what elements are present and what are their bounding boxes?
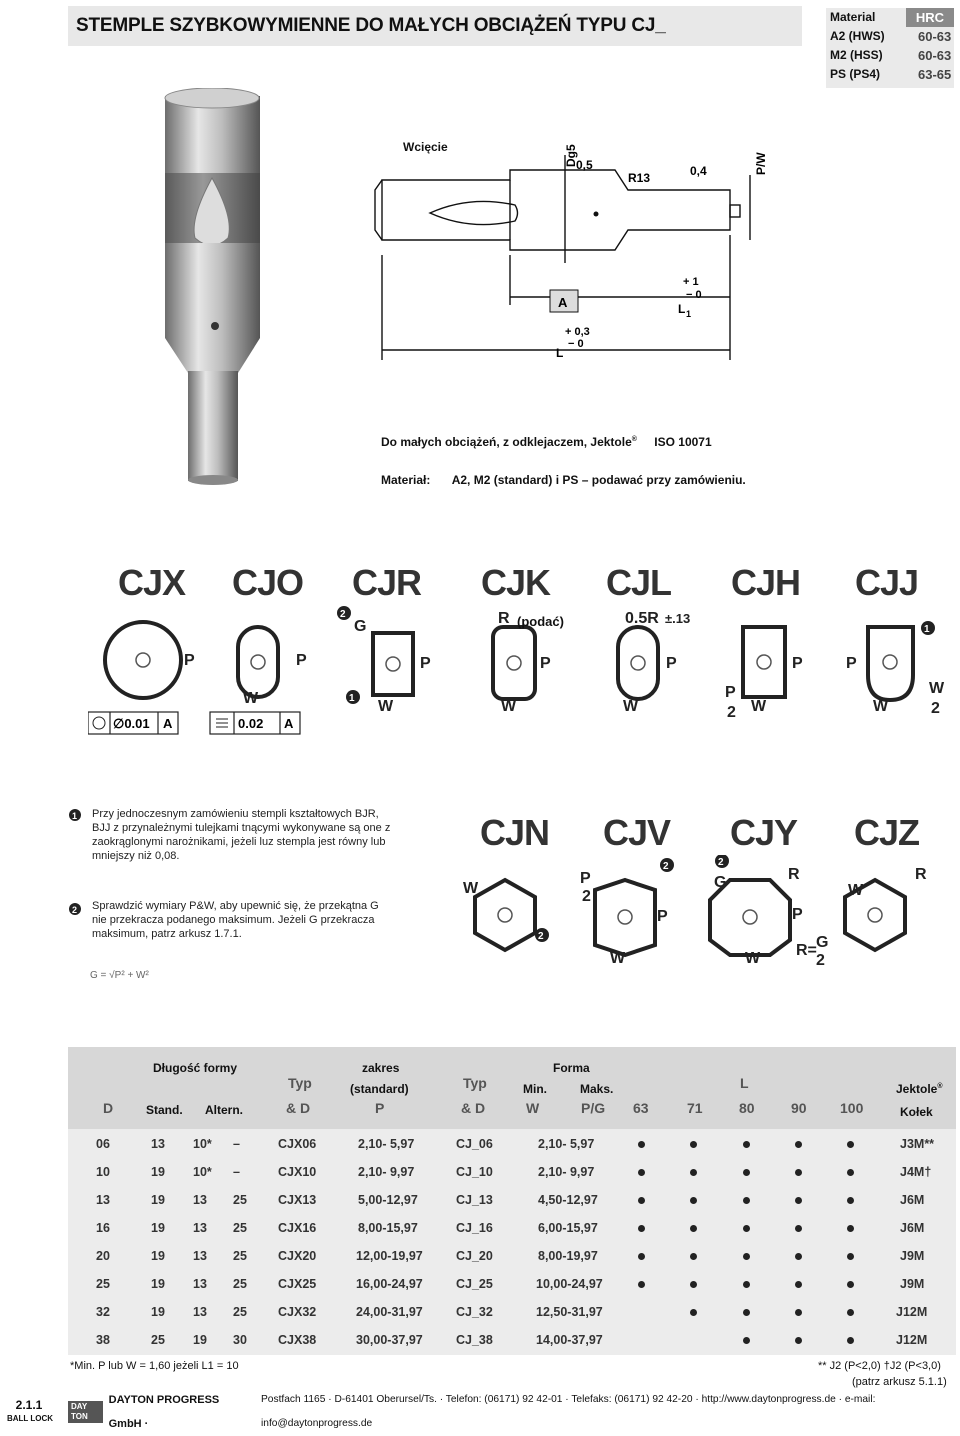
material-value: A2, M2 (standard) i PS – podawać przy zamówieniu. bbox=[451, 473, 746, 487]
header-maks: Maks. bbox=[580, 1082, 614, 1096]
availability-dot bbox=[847, 1197, 854, 1204]
cell-p: 2,10- 9,97 bbox=[358, 1165, 415, 1179]
header-zakres: zakres bbox=[362, 1061, 400, 1075]
availability-dot bbox=[743, 1309, 750, 1316]
hrc-material: PS (PS4) bbox=[830, 67, 881, 81]
cell-kolek: J9M bbox=[900, 1249, 925, 1263]
cell-w: 8,00-19,97 bbox=[538, 1249, 598, 1263]
availability-dot bbox=[743, 1337, 750, 1344]
cell-typ: CJX32 bbox=[278, 1305, 317, 1319]
cell-d: 06 bbox=[96, 1137, 110, 1151]
footer bbox=[68, 1394, 956, 1430]
availability-dot bbox=[795, 1309, 802, 1316]
dim-p-half-denominator: 2 bbox=[582, 888, 591, 905]
cell-typ-2: CJ_16 bbox=[456, 1221, 493, 1235]
header-typ: Typ bbox=[288, 1075, 312, 1091]
shape-title: CJJ bbox=[855, 562, 919, 603]
cell-p: 8,00-15,97 bbox=[358, 1221, 418, 1235]
dim-g: G bbox=[714, 874, 727, 891]
table-header bbox=[68, 1047, 956, 1129]
cell-p: 5,00-12,97 bbox=[358, 1193, 418, 1207]
cell-w: 14,00-37,97 bbox=[536, 1333, 603, 1347]
cell-altern-2: – bbox=[233, 1165, 240, 1179]
header-typ-d-2: & D bbox=[461, 1100, 486, 1116]
shape-title: CJH bbox=[731, 562, 801, 603]
shape-title: CJV bbox=[603, 812, 671, 853]
table-row bbox=[68, 1271, 956, 1297]
cell-typ: CJX38 bbox=[278, 1333, 317, 1347]
cell-w: 6,00-15,97 bbox=[538, 1221, 598, 1235]
dim-p-half: P bbox=[725, 684, 736, 701]
availability-dot bbox=[795, 1225, 802, 1232]
cell-stand: 19 bbox=[151, 1221, 165, 1235]
company-name: DAYTON PROGRESS GmbH · bbox=[108, 1394, 220, 1430]
shape-title: CJR bbox=[352, 562, 422, 603]
cell-stand: 19 bbox=[151, 1249, 165, 1263]
cell-stand: 19 bbox=[151, 1277, 165, 1291]
dim-w: W bbox=[751, 698, 767, 715]
dim-g: G bbox=[354, 618, 367, 635]
availability-dot bbox=[690, 1309, 697, 1316]
l-label: L bbox=[556, 346, 564, 360]
dim-w: W bbox=[378, 698, 394, 715]
cell-kolek: J3M** bbox=[900, 1137, 935, 1151]
wciecie-label: Wcięcie bbox=[403, 140, 448, 154]
page-number: 2.1.1 bbox=[15, 1398, 43, 1412]
dim-w: W bbox=[463, 880, 479, 897]
availability-dot bbox=[847, 1309, 854, 1316]
cell-typ: CJX13 bbox=[278, 1193, 317, 1207]
header-kolek: Kołek bbox=[900, 1105, 933, 1119]
cell-altern-2: – bbox=[233, 1137, 240, 1151]
company-logo bbox=[68, 1401, 103, 1423]
datum-a: A bbox=[284, 716, 294, 731]
header-l-63: 63 bbox=[633, 1100, 649, 1116]
cell-altern-2: 25 bbox=[233, 1305, 247, 1319]
cell-p: 12,00-19,97 bbox=[356, 1249, 423, 1263]
section-label: BALL LOCK bbox=[6, 1414, 54, 1423]
shape-title: CJK bbox=[481, 562, 551, 603]
cell-kolek: J6M bbox=[900, 1221, 925, 1235]
table-row bbox=[68, 1299, 956, 1325]
tolerance-l1-minus: − 0 bbox=[686, 289, 702, 301]
tolerance-l-minus: − 0 bbox=[568, 338, 584, 350]
cell-stand: 19 bbox=[151, 1193, 165, 1207]
availability-dot bbox=[795, 1281, 802, 1288]
cell-typ: CJX20 bbox=[278, 1249, 317, 1263]
availability-dot bbox=[795, 1253, 802, 1260]
hrc-value: 60-63 bbox=[918, 29, 952, 44]
availability-dot bbox=[638, 1169, 645, 1176]
dim-p-half: P bbox=[580, 870, 591, 887]
availability-dot bbox=[690, 1281, 697, 1288]
hrc-material: A2 (HWS) bbox=[830, 29, 885, 43]
header-w: W bbox=[526, 1100, 540, 1116]
header-typ-d: & D bbox=[286, 1100, 311, 1116]
cell-altern: 13 bbox=[193, 1221, 207, 1235]
dim-w: W bbox=[848, 882, 864, 899]
tolerance-concentricity: ∅0.01 bbox=[113, 716, 150, 731]
dim-r: R bbox=[915, 866, 927, 883]
cell-typ: CJX10 bbox=[278, 1165, 317, 1179]
marker-2: 2 bbox=[538, 931, 544, 942]
dim-r: R bbox=[788, 866, 800, 883]
tolerance-13: ±.13 bbox=[665, 611, 691, 626]
cell-altern-2: 30 bbox=[233, 1333, 247, 1347]
cell-stand: 19 bbox=[151, 1305, 165, 1319]
note-2: Sprawdzić wymiary P&W, aby upewnić się, że przekątna G nie przekracza podanego maksimum. Jeżeli G przekracza maksimum, patrz arkusz 1.7.1. bbox=[92, 900, 379, 940]
availability-dot bbox=[847, 1225, 854, 1232]
availability-dot bbox=[847, 1337, 854, 1344]
cell-kolek: J4M† bbox=[900, 1165, 932, 1179]
dim-w: W bbox=[745, 950, 761, 967]
header-forma: Forma bbox=[553, 1061, 590, 1075]
punch-illustration bbox=[150, 88, 280, 488]
availability-dot bbox=[743, 1169, 750, 1176]
availability-dot bbox=[690, 1141, 697, 1148]
cell-altern: 13 bbox=[193, 1305, 207, 1319]
hrc-value: 63-65 bbox=[918, 67, 952, 82]
shape-title: CJY bbox=[730, 812, 798, 853]
cell-p: 16,00-24,97 bbox=[356, 1277, 423, 1291]
availability-dot bbox=[638, 1281, 645, 1288]
registered-mark: ® bbox=[631, 436, 637, 443]
tolerance-l1-plus: + 1 bbox=[683, 276, 699, 288]
iso-label: ISO 10071 bbox=[654, 435, 712, 449]
cell-d: 10 bbox=[96, 1165, 110, 1179]
intro-text: Do małych obciążeń, z odklejaczem, Jektole bbox=[381, 435, 632, 449]
dim-w-half: W bbox=[929, 680, 945, 697]
registered-mark: ® bbox=[937, 1083, 943, 1090]
marker-2: 2 bbox=[718, 857, 724, 868]
note-1-marker bbox=[68, 808, 82, 822]
shape-title: CJX bbox=[118, 562, 186, 603]
cell-d: 16 bbox=[96, 1221, 110, 1235]
cell-typ-2: CJ_20 bbox=[456, 1249, 493, 1263]
logo-day: DAY bbox=[71, 1402, 88, 1411]
availability-dot bbox=[847, 1141, 854, 1148]
dim-p: P bbox=[296, 652, 307, 669]
table-row bbox=[68, 1243, 956, 1269]
availability-dot bbox=[638, 1225, 645, 1232]
dim-w: W bbox=[610, 950, 626, 967]
cell-w: 10,00-24,97 bbox=[536, 1277, 603, 1291]
logo-ton: TON bbox=[71, 1412, 88, 1421]
header-d: D bbox=[103, 1100, 114, 1116]
dim-w: W bbox=[243, 690, 259, 707]
availability-dot bbox=[847, 1253, 854, 1260]
header-l-80: 80 bbox=[739, 1100, 755, 1116]
shape-title: CJO bbox=[232, 562, 304, 603]
shape-title: CJN bbox=[480, 812, 550, 853]
dim-p-half-denominator: 2 bbox=[727, 704, 736, 721]
footnote-left: *Min. P lub W = 1,60 jeżeli L1 = 10 bbox=[70, 1360, 239, 1372]
availability-dot bbox=[795, 1169, 802, 1176]
dim-p: P bbox=[792, 906, 803, 923]
radius-r13-label: R13 bbox=[628, 171, 651, 185]
dim-r-g-numerator: G bbox=[816, 934, 829, 951]
l1-label: L bbox=[678, 302, 686, 316]
cell-altern: 10* bbox=[193, 1137, 212, 1151]
hrc-table bbox=[826, 8, 954, 88]
note-1: Przy jednoczesnym zamówieniu stempli kształtowych BJR, BJJ z przynależnymi tulejkami tnącymi wykonywane są one z zaokrąglonymi narożnikami, jeżeli luz stempla jest równy lub mniejszy niż 0,08. bbox=[92, 808, 391, 862]
header-l-100: 100 bbox=[840, 1100, 864, 1116]
availability-dot bbox=[638, 1141, 645, 1148]
page-title: STEMPLE SZYBKOWYMIENNE DO MAŁYCH OBCIĄŻEŃ TYPU CJ_ bbox=[68, 6, 802, 46]
availability-dot bbox=[795, 1197, 802, 1204]
company-address: Postfach 1165 · D-61401 Oberursel/Ts. · Telefon: (06171) 92 42-01 · Telefaks: (06171) 92 42-20 · http://www.daytonprogress.de · e-mail: info@daytonprogress.de bbox=[261, 1394, 876, 1429]
availability-dot bbox=[690, 1169, 697, 1176]
cell-typ-2: CJ_25 bbox=[456, 1277, 493, 1291]
dim-half-r: 0.5R bbox=[625, 610, 659, 627]
availability-dot bbox=[743, 1281, 750, 1288]
hrc-material-header: Material bbox=[830, 10, 876, 24]
marker-2: 2 bbox=[340, 609, 346, 620]
marker-2: 2 bbox=[663, 861, 669, 872]
datum-a: A bbox=[163, 716, 173, 731]
diagonal-formula: G = √P² + W² bbox=[90, 970, 149, 981]
cell-kolek: J12M bbox=[896, 1333, 928, 1347]
availability-dot bbox=[795, 1141, 802, 1148]
availability-dot bbox=[690, 1225, 697, 1232]
hrc-header: HRC bbox=[906, 8, 954, 27]
cell-altern: 19 bbox=[193, 1333, 207, 1347]
dim-r: R bbox=[498, 610, 510, 627]
cell-p: 30,00-37,97 bbox=[356, 1333, 423, 1347]
dg5-label: Dg5 bbox=[564, 144, 578, 167]
cell-altern-2: 25 bbox=[233, 1221, 247, 1235]
dim-w: W bbox=[623, 698, 639, 715]
header-altern: Altern. bbox=[205, 1103, 244, 1117]
pw-label: P/W bbox=[754, 152, 768, 175]
cell-stand: 13 bbox=[151, 1137, 165, 1151]
table-row bbox=[68, 1159, 956, 1185]
cell-altern: 10* bbox=[193, 1165, 212, 1179]
cell-altern: 13 bbox=[193, 1277, 207, 1291]
dim-p: P bbox=[657, 908, 668, 925]
dim-r-equals: R= bbox=[796, 942, 817, 959]
availability-dot bbox=[743, 1225, 750, 1232]
header-dlugosc: Długość formy bbox=[153, 1061, 238, 1075]
availability-dot bbox=[795, 1337, 802, 1344]
cell-altern-2: 25 bbox=[233, 1193, 247, 1207]
shape-title: CJZ bbox=[854, 812, 920, 853]
header-jektole: Jektole bbox=[896, 1082, 938, 1096]
dim-w: W bbox=[501, 698, 517, 715]
dim-w: W bbox=[873, 698, 889, 715]
cell-w: 12,50-31,97 bbox=[536, 1305, 603, 1319]
cell-typ-2: CJ_06 bbox=[456, 1137, 493, 1151]
cell-altern-2: 25 bbox=[233, 1277, 247, 1291]
availability-dot bbox=[638, 1197, 645, 1204]
cell-kolek: J9M bbox=[900, 1277, 925, 1291]
cell-typ: CJX25 bbox=[278, 1277, 317, 1291]
cell-typ-2: CJ_13 bbox=[456, 1193, 493, 1207]
dim-p: P bbox=[666, 655, 677, 672]
tolerance-l-plus: + 0,3 bbox=[565, 326, 590, 338]
hrc-value: 60-63 bbox=[918, 48, 952, 63]
dim-p: P bbox=[540, 655, 551, 672]
header-stand: Stand. bbox=[146, 1103, 183, 1117]
podac-label: (podać) bbox=[517, 614, 564, 629]
technical-drawing bbox=[370, 135, 790, 375]
header-pg: P/G bbox=[581, 1100, 606, 1116]
cell-w: 4,50-12,97 bbox=[538, 1193, 598, 1207]
footnote-right: ** J2 (P<2,0) †J2 (P<3,0) bbox=[818, 1360, 941, 1372]
availability-dot bbox=[690, 1253, 697, 1260]
cell-stand: 25 bbox=[151, 1333, 165, 1347]
dim-r-g-denominator: 2 bbox=[816, 952, 825, 969]
table-row bbox=[68, 1215, 956, 1241]
header-typ-2: Typ bbox=[463, 1075, 487, 1091]
note-2-marker bbox=[68, 902, 82, 916]
note-2-number: 2 bbox=[72, 905, 78, 915]
table-body bbox=[68, 1129, 956, 1355]
header-l: L bbox=[740, 1075, 749, 1091]
cell-p: 24,00-31,97 bbox=[356, 1305, 423, 1319]
header-min: Min. bbox=[523, 1082, 547, 1096]
dim-p: P bbox=[846, 655, 857, 672]
cell-d: 38 bbox=[96, 1333, 110, 1347]
cell-stand: 19 bbox=[151, 1165, 165, 1179]
tolerance-symmetry: 0.02 bbox=[238, 716, 264, 731]
dim-p: P bbox=[420, 655, 431, 672]
cell-typ-2: CJ_32 bbox=[456, 1305, 493, 1319]
material-label: Materiał: bbox=[381, 473, 431, 487]
dim-w-half-denominator: 2 bbox=[931, 700, 940, 717]
hrc-material: M2 (HSS) bbox=[830, 48, 883, 62]
cell-d: 13 bbox=[96, 1193, 110, 1207]
table-row bbox=[68, 1327, 956, 1353]
footnote-right-2: (patrz arkusz 5.1.1) bbox=[852, 1376, 947, 1388]
cell-typ: CJX06 bbox=[278, 1137, 317, 1151]
datum-a-label: A bbox=[558, 295, 568, 310]
note-1-number: 1 bbox=[72, 811, 78, 821]
shape-diagrams-row2 bbox=[460, 855, 960, 970]
cell-d: 20 bbox=[96, 1249, 110, 1263]
radius-04-label: 0,4 bbox=[690, 164, 707, 178]
header-p: P bbox=[375, 1100, 385, 1116]
availability-dot bbox=[743, 1197, 750, 1204]
dim-p: P bbox=[184, 652, 195, 669]
availability-dot bbox=[847, 1169, 854, 1176]
header-standard: (standard) bbox=[350, 1082, 409, 1096]
cell-kolek: J6M bbox=[900, 1193, 925, 1207]
cell-w: 2,10- 5,97 bbox=[538, 1137, 595, 1151]
header-l-71: 71 bbox=[687, 1100, 703, 1116]
cell-w: 2,10- 9,97 bbox=[538, 1165, 595, 1179]
table-row bbox=[68, 1131, 956, 1157]
cell-altern: 13 bbox=[193, 1193, 207, 1207]
cell-altern-2: 25 bbox=[233, 1249, 247, 1263]
cell-kolek: J12M bbox=[896, 1305, 928, 1319]
availability-dot bbox=[690, 1197, 697, 1204]
availability-dot bbox=[743, 1141, 750, 1148]
availability-dot bbox=[847, 1281, 854, 1288]
cell-typ-2: CJ_38 bbox=[456, 1333, 493, 1347]
availability-dot bbox=[638, 1253, 645, 1260]
cell-d: 32 bbox=[96, 1305, 110, 1319]
availability-dot bbox=[743, 1253, 750, 1260]
shape-title: CJL bbox=[606, 562, 672, 603]
cell-p: 2,10- 5,97 bbox=[358, 1137, 415, 1151]
marker-1: 1 bbox=[349, 693, 355, 704]
marker-1: 1 bbox=[924, 624, 930, 635]
header-l-90: 90 bbox=[791, 1100, 807, 1116]
l1-subscript: 1 bbox=[686, 309, 692, 319]
cell-typ-2: CJ_10 bbox=[456, 1165, 493, 1179]
radius-05-label: 0,5 bbox=[576, 158, 593, 172]
cell-d: 25 bbox=[96, 1277, 110, 1291]
table-row bbox=[68, 1187, 956, 1213]
cell-typ: CJX16 bbox=[278, 1221, 317, 1235]
dim-p: P bbox=[792, 655, 803, 672]
cell-altern: 13 bbox=[193, 1249, 207, 1263]
